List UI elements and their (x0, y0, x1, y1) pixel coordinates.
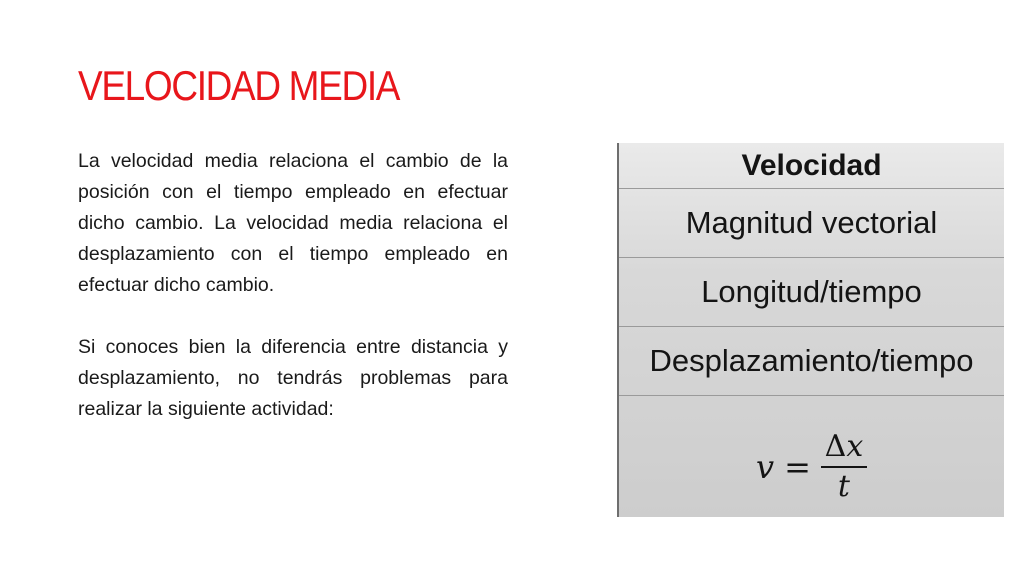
formula-variable: v (756, 447, 775, 486)
slide-title: VELOCIDAD MEDIA (78, 62, 400, 109)
paragraph-2: Si conoces bien la diferencia entre distancia y desplazamiento, no tendrás problemas para realizar la siguiente actividad: (78, 336, 508, 420)
table-row-magnitude: Magnitud vectorial (619, 189, 1004, 258)
table-row-units: Longitud/tiempo (619, 258, 1004, 327)
body-text (78, 146, 508, 425)
formula-equals: = (784, 447, 811, 486)
table-row-definition: Desplazamiento/tiempo (619, 327, 1004, 396)
formula-delta: Δ (824, 428, 847, 464)
velocity-formula (756, 428, 867, 506)
formula-numerator-variable: x (846, 428, 864, 464)
table-row-formula (619, 396, 1004, 517)
formula-fraction (821, 428, 867, 506)
formula-numerator (825, 428, 864, 466)
formula-denominator: t (837, 468, 850, 504)
table-header: Velocidad (619, 143, 1004, 189)
velocity-table (617, 143, 1004, 517)
paragraph-1: La velocidad media relaciona el cambio de la posición con el tiempo empleado en efectuar dicho cambio. La velocidad media relaciona el desplazamiento con el tiempo empleado en efectuar dicho cambio. (78, 150, 508, 296)
